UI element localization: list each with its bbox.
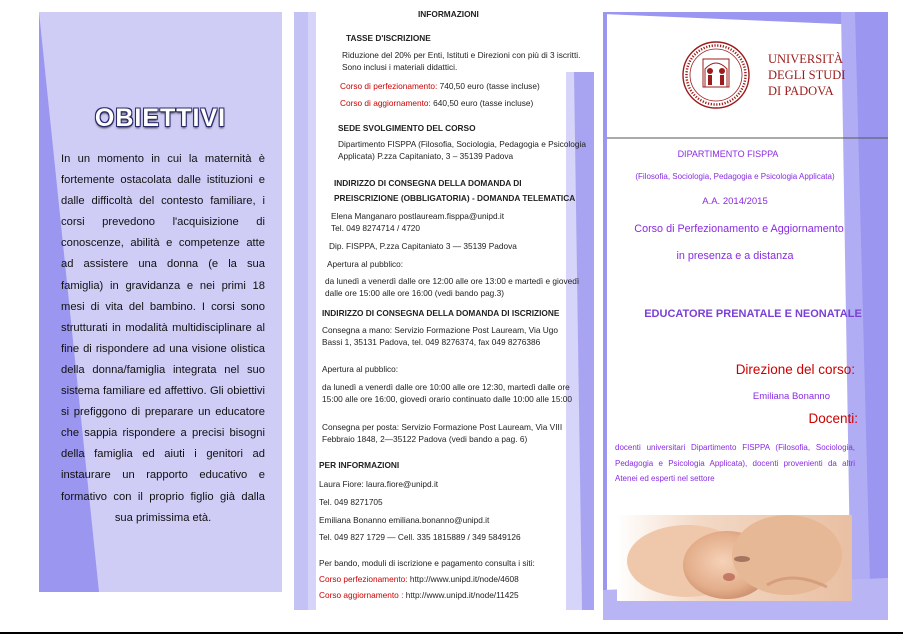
course-cover-panel [603, 12, 888, 620]
direzione-nome: Emiliana Bonanno [752, 391, 830, 402]
orari-2: da lunedì a venerdì dalle ore 10:00 alle ore 12:30, martedì dalle ore 15:00 alle ore 16:00, giovedì orario continuato dalle 10:00 alle 15:00 [322, 382, 573, 404]
link-aggiornamento[interactable]: Corso aggiornamento : http://www.unipd.it/node/11425 [319, 590, 519, 600]
contact-emiliana-phone: Tel. 049 827 1729 — Cell. 335 1815889 / 349 5849126 [319, 532, 521, 542]
corso-titolo: Corso di Perfezionamento e Aggiornamento [634, 223, 844, 235]
tasse-header: TASSE D'ISCRIZIONE [346, 33, 431, 43]
orari-1: da lunedì a venerdì dalle ore 12:00 alle ore 13:00 e martedì e giovedì dalle ore 15:00 alle ore 16:00 (vedi bando pag.3) [325, 276, 580, 298]
university-name-line2: DEGLI STUDI [768, 68, 846, 82]
university-seal-icon [681, 39, 751, 111]
preiscrizione-phone: Tel. 049 8274714 / 4720 [331, 223, 421, 233]
preiscrizione-header-1: INDIRIZZO DI CONSEGNA DELLA DOMANDA DI [334, 178, 522, 188]
perf-price: Corso di perfezionamento: 740,50 euro (tasse incluse) [340, 81, 540, 91]
contact-laura-email[interactable]: Laura Fiore: laura.fiore@unipd.it [319, 479, 439, 489]
dipartimento: DIPARTIMENTO FISPPA [677, 149, 779, 159]
sede-header: SEDE SVOLGIMENTO DEL CORSO [338, 123, 476, 133]
preiscrizione-contact: Elena Manganaro postlauream.fisppa@unipd.it [331, 211, 505, 221]
dipartimento-sub: (Filosofia, Sociologia, Pedagogia e Psicologia Applicata) [635, 172, 835, 181]
agg-price: Corso di aggiornamento: 640,50 euro (tasse incluse) [340, 98, 534, 108]
iscrizione-header: INDIRIZZO DI CONSEGNA DELLA DOMANDA DI ISCRIZIONE [322, 308, 560, 318]
docenti-label: Docenti: [808, 411, 858, 426]
contact-emiliana-email[interactable]: Emiliana Bonanno emiliana.bonanno@unipd.it [319, 515, 490, 525]
anno-accademico: A.A. 2014/2015 [702, 196, 768, 207]
per-informazioni-header: PER INFORMAZIONI [319, 460, 400, 470]
direzione-label: Direzione del corso: [735, 362, 855, 377]
apertura-label-1: Apertura al pubblico: [327, 259, 404, 269]
bando-text: Per bando, moduli di iscrizione e pagamento consulta i siti: [319, 558, 535, 568]
university-name-line1: UNIVERSITÀ [768, 52, 843, 66]
page-bottom-border [0, 632, 903, 634]
university-name-line3: DI PADOVA [768, 84, 834, 98]
consegna-mano: Consegna a mano: Servizio Formazione Post Lauream, Via Ugo Bassi 1, 35131 Padova, tel. 049 8276374, fax 049 8276386 [322, 325, 558, 347]
obiettivi-panel [39, 12, 282, 592]
corso-nome: EDUCATORE PRENATALE E NEONATALE [644, 308, 862, 320]
tasse-text: Riduzione del 20% per Enti, Istituti e Direzioni con più di 3 iscritti. Sono inclusi i materiali didattici. [342, 50, 581, 72]
preiscrizione-address: Dip. FISPPA, P.zza Capitaniato 3 — 35139 Padova [329, 241, 517, 251]
obiettivi-title: OBIETTIVI [94, 104, 227, 132]
docenti-text: docenti universitari Dipartimento FISPPA (Filosofia, Sociologia, Pedagogia e Psicologia Applicata), docenti provenienti da altri Atenei ed esperti nel settore [615, 443, 855, 483]
obiettivi-text: In un momento in cui la maternità è fortemente ostacolata dalle istituzioni e dalle difficoltà del contesto familiare, i corsi prevedono l'acquisizione di conoscenze, abilità e competenze atte ad assistere una donna (e la sua famiglia) in gravidanza e nei primi 18 mesi di vita del bambino. I corsi sono strutturati in modalità multidisciplinare al fine di rispondere ad una visione olistica della donna/famiglia integrata nel suo sistema familiare ed affettivo. Gli obiettivi si prefiggono di preparare un educatore che sappia rispondere a precisi bisogni della famiglia ed aiuti i genitori ad instaurare un rapporto educativo e formativo con il proprio figlio già dalla sua primissima età. [61, 153, 265, 524]
mother-baby-photo [617, 515, 852, 601]
corso-modalita: in presenza e a distanza [676, 250, 794, 262]
consegna-posta: Consegna per posta: Servizio Formazione Post Lauream, Via VIII Febbraio 1848, 2—35122 Padova (vedi bando a pag. 6) [322, 422, 563, 444]
sede-text: Dipartimento FISPPA (Filosofia, Sociologia, Pedagogia e Psicologia Applicata) P.zza Capitaniato, 3 – 35139 Padova [338, 139, 586, 161]
link-perfezionamento[interactable]: Corso perfezionamento: http://www.unipd.it/node/4608 [319, 574, 519, 584]
informazioni-panel [294, 9, 594, 610]
preiscrizione-header-2: PREISCRIZIONE (OBBLIGATORIA) - DOMANDA TELEMATICA [334, 193, 576, 203]
informazioni-title: INFORMAZIONI [418, 9, 479, 19]
apertura-label-2: Apertura al pubblico: [322, 364, 399, 374]
contact-laura-phone: Tel. 049 8271705 [319, 497, 383, 507]
